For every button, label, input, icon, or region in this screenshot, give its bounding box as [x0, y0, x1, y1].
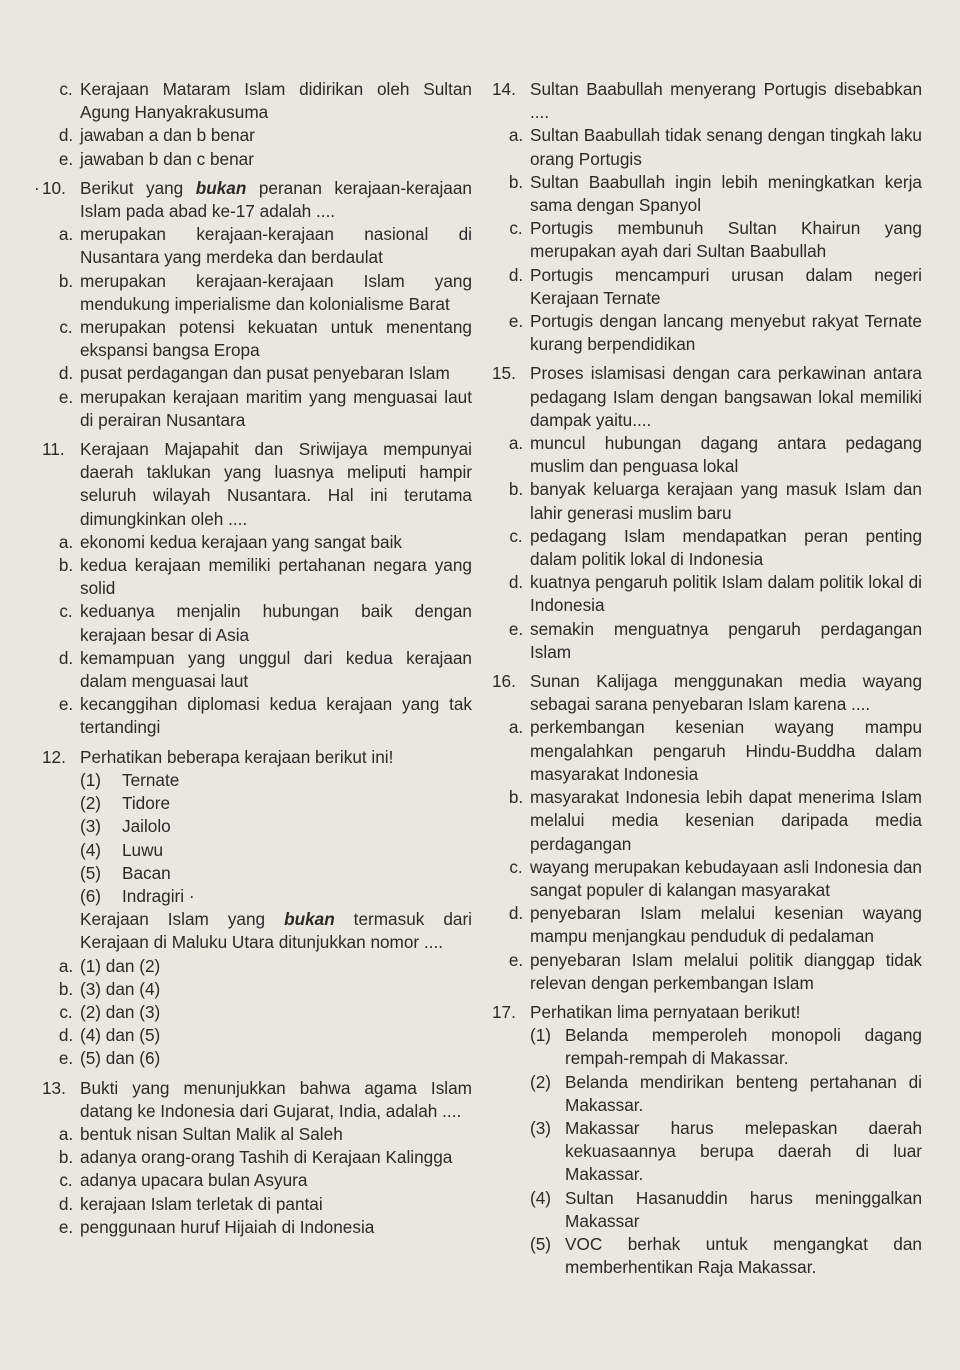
answer-option	[492, 856, 922, 902]
answer-option	[42, 1216, 472, 1239]
item-text: perkembangan kesenian wayang mampu mengalahkan pengaruh Hindu-Buddha dalam masyarakat Indonesia	[530, 717, 922, 784]
item-text: merupakan potensi kekuatan untuk menentang ekspansi bangsa Eropa	[80, 317, 472, 361]
item-text: banyak keluarga kerajaan yang masuk Islam dan lahir generasi muslim baru	[530, 479, 922, 523]
list-item	[42, 769, 472, 792]
item-text: keduanya menjalin hubungan baik dengan kerajaan besar di Asia	[80, 601, 472, 645]
item-text: Belanda memperoleh monopoli dagang rempah-rempah di Makassar.	[565, 1025, 922, 1069]
answer-option	[42, 223, 472, 269]
item-text: merupakan kerajaan-kerajaan nasional di Nusantara yang merdeka dan berdaulat	[80, 224, 472, 268]
answer-option	[492, 525, 922, 571]
answer-option	[492, 217, 922, 263]
list-item	[42, 792, 472, 815]
item-text: adanya orang-orang Tashih di Kerajaan Kalingga	[80, 1147, 453, 1168]
item-text: merupakan kerajaan-kerajaan Islam yang mendukung imperialisme dan kolonialisme Barat	[80, 270, 472, 314]
item-label: e.	[58, 1048, 74, 1069]
question	[42, 438, 472, 531]
answer-option	[42, 362, 472, 385]
item-label: c.	[59, 601, 73, 622]
item-label: c.	[59, 79, 73, 99]
item-label: d.	[58, 1193, 74, 1214]
answer-option	[42, 1047, 472, 1070]
emphasis-text: bukan	[284, 909, 335, 930]
item-label: (4)	[530, 1187, 552, 1208]
question-number: 13.	[42, 1077, 66, 1098]
right-column	[492, 78, 922, 1279]
item-label: c.	[59, 317, 73, 338]
item-text: kerajaan Islam terletak di pantai	[80, 1193, 323, 1214]
item-label: b.	[58, 1147, 74, 1168]
item-label: (3)	[80, 816, 102, 837]
question-text: termasuk dari Kerajaan di Maluku Utara ditunjukkan nomor ....	[80, 909, 472, 953]
item-label: (1)	[530, 1025, 552, 1046]
item-text: Sultan Baabullah tidak senang dengan tingkah laku orang Portugis	[530, 125, 922, 169]
item-label: b.	[508, 171, 524, 192]
item-label: (3)	[530, 1117, 552, 1138]
item-label: b.	[58, 555, 74, 576]
item-label: d.	[58, 363, 74, 384]
list-item	[42, 862, 472, 885]
statement-item	[492, 1024, 922, 1070]
item-text: VOC berhak untuk mengangkat dan memberhentikan Raja Makassar.	[565, 1233, 922, 1278]
item-label: e.	[58, 148, 74, 169]
item-label: d.	[58, 1025, 74, 1046]
item-label: b.	[508, 787, 524, 808]
answer-option	[42, 600, 472, 646]
item-label: d.	[508, 264, 524, 285]
answer-option	[492, 310, 922, 356]
statement-item	[492, 1117, 922, 1187]
answer-option	[42, 531, 472, 554]
item-text: (5) dan (6)	[80, 1048, 161, 1069]
question	[42, 1077, 472, 1123]
question-text: Berikut yang	[80, 177, 196, 198]
answer-option	[42, 693, 472, 739]
answer-option	[42, 1193, 472, 1216]
item-text: bentuk nisan Sultan Malik al Saleh	[80, 1123, 343, 1144]
item-label: (1)	[80, 769, 102, 790]
question-number: 15.	[492, 363, 516, 384]
answer-option	[42, 1169, 472, 1192]
item-label: d.	[58, 125, 74, 146]
item-text: kuatnya pengaruh politik Islam dalam politik lokal di Indonesia	[530, 572, 922, 616]
answer-option	[492, 571, 922, 617]
item-text: kedua kerajaan memiliki pertahanan negara yang solid	[80, 555, 472, 599]
item-text: semakin menguatnya pengaruh perdagangan Islam	[530, 618, 922, 662]
item-label: e.	[508, 949, 524, 970]
question	[492, 362, 922, 432]
answer-option	[492, 618, 922, 664]
item-label: b.	[58, 978, 74, 999]
item-text: Bacan	[122, 862, 171, 883]
answer-option	[42, 316, 472, 362]
item-text: adanya upacara bulan Asyura	[80, 1170, 308, 1191]
answer-option	[42, 124, 472, 147]
answer-option	[42, 554, 472, 600]
answer-option	[492, 949, 922, 995]
item-text: (4) dan (5)	[80, 1025, 161, 1046]
item-text: Portugis membunuh Sultan Khairun yang merupakan ayah dari Sultan Baabullah	[530, 218, 922, 262]
question	[492, 1001, 922, 1024]
question-number: 16.	[492, 671, 516, 692]
left-column	[34, 78, 472, 1239]
item-text: Sultan Baabullah ingin lebih meningkatkan kerja sama dengan Spanyol	[530, 171, 922, 216]
question-text: Sultan Baabullah menyerang Portugis disebabkan ....	[530, 79, 922, 123]
answer-option	[492, 786, 922, 856]
item-text: Ternate	[122, 769, 180, 790]
item-label: d.	[58, 647, 74, 668]
question-number: 11.	[42, 439, 65, 460]
question	[34, 177, 472, 223]
item-label: c.	[509, 856, 523, 877]
question	[492, 670, 922, 716]
item-text: Indragiri ·	[122, 885, 195, 906]
item-text: penggunaan huruf Hijaiah di Indonesia	[80, 1216, 375, 1237]
item-text: Jailolo	[122, 816, 171, 837]
item-label: c.	[509, 525, 523, 546]
item-label: (2)	[80, 793, 102, 814]
list-item	[42, 815, 472, 838]
answer-option	[42, 1146, 472, 1169]
statement-item	[492, 1233, 922, 1279]
item-text: Sultan Hasanuddin harus meninggalkan Makassar	[565, 1187, 922, 1231]
item-label: d.	[508, 903, 524, 924]
question-text: peranan kerajaan-kerajaan Islam pada abad ke-17 adalah ....	[80, 177, 472, 222]
item-text: penyebaran Islam melalui kesenian wayang mampu menjangkau penduduk di pedalaman	[530, 903, 922, 947]
item-label: e.	[58, 694, 74, 715]
item-text: kemampuan yang unggul dari kedua kerajaan dalam menguasai laut	[80, 647, 472, 692]
item-label: a.	[508, 433, 524, 454]
question-number: 12.	[42, 746, 66, 767]
item-text: Tidore	[122, 793, 171, 814]
item-text: Makassar harus melepaskan daerah kekuasaannya berupa daerah di luar Makassar.	[565, 1117, 922, 1185]
item-text: ekonomi kedua kerajaan yang sangat baik	[80, 531, 403, 552]
statement-item	[492, 1187, 922, 1233]
emphasis-text: bukan	[195, 177, 247, 198]
answer-option	[492, 716, 922, 786]
answer-option	[42, 1001, 472, 1024]
item-label: (5)	[530, 1233, 552, 1254]
item-label: (4)	[80, 839, 102, 860]
item-label: b.	[508, 479, 524, 500]
answer-option	[492, 124, 922, 170]
question-text: Kerajaan Majapahit dan Sriwijaya mempunyai daerah taklukan yang luasnya meliputi hampir seluruh wilayah Nusantara. Hal ini terutama dimungkinkan oleh ....	[80, 439, 472, 529]
item-text: Luwu	[122, 839, 164, 860]
item-text: pedagang Islam mendapatkan peran penting dalam politik lokal di Indonesia	[530, 525, 922, 570]
item-text: Portugis mencampuri urusan dalam negeri Kerajaan Ternate	[530, 264, 922, 308]
question	[42, 746, 472, 769]
item-label: a.	[58, 955, 74, 976]
answer-option	[492, 264, 922, 310]
item-label: a.	[508, 717, 524, 738]
item-text: penyebaran Islam melalui politik dianggap tidak relevan dengan perkembangan Islam	[530, 949, 922, 993]
answer-option	[42, 386, 472, 432]
question-text: Bukti yang menunjukkan bahwa agama Islam datang ke Indonesia dari Gujarat, India, adalah ....	[80, 1077, 472, 1121]
item-label: e.	[58, 1216, 74, 1237]
answer-option	[492, 432, 922, 478]
item-text: (1) dan (2)	[80, 955, 161, 976]
item-label: (2)	[530, 1071, 552, 1092]
item-text: muncul hubungan dagang antara pedagang muslim dan penguasa lokal	[530, 433, 922, 477]
answer-option	[42, 955, 472, 978]
item-label: c.	[59, 1170, 73, 1191]
question-text: Sunan Kalijaga menggunakan media wayang sebagai sarana penyebaran Islam karena ....	[530, 671, 922, 715]
question-number: 14.	[492, 79, 516, 99]
answer-option	[42, 270, 472, 316]
item-text: merupakan kerajaan maritim yang menguasai laut di perairan Nusantara	[80, 386, 472, 430]
item-label: d.	[508, 572, 524, 593]
list-item	[42, 839, 472, 862]
item-text: jawaban a dan b benar	[80, 125, 255, 146]
list-item	[42, 885, 472, 908]
answer-option	[42, 978, 472, 1001]
item-label: (5)	[80, 862, 102, 883]
question-text: Perhatikan lima pernyataan berikut!	[530, 1001, 801, 1022]
answer-option	[492, 171, 922, 217]
item-label: a.	[508, 125, 524, 146]
answer-option	[492, 902, 922, 948]
margin-mark: ·	[34, 177, 40, 198]
question-number: 10.	[42, 177, 66, 198]
item-label: e.	[508, 618, 524, 639]
question	[492, 78, 922, 124]
item-label: e.	[58, 386, 74, 407]
item-label: a.	[58, 531, 74, 552]
item-label: c.	[509, 218, 523, 239]
answer-option	[42, 148, 472, 171]
item-text: masyarakat Indonesia lebih dapat menerima Islam melalui media kesenian daripada media perdagangan	[530, 787, 922, 854]
answer-option	[492, 478, 922, 524]
item-text: (2) dan (3)	[80, 1001, 161, 1022]
question-text: Proses islamisasi dengan cara perkawinan antara pedagang Islam dengan bangsawan lokal memiliki dampak yaitu....	[530, 363, 922, 430]
answer-option	[42, 647, 472, 693]
item-text: wayang merupakan kebudayaan asli Indonesia dan sangat populer di kalangan masyarakat	[530, 856, 922, 900]
item-text: (3) dan (4)	[80, 978, 161, 999]
item-text: Portugis dengan lancang menyebut rakyat Ternate kurang berpendidikan	[530, 311, 922, 355]
statement-item	[492, 1071, 922, 1117]
question-stem	[42, 908, 472, 954]
item-label: (6)	[80, 885, 102, 906]
question-number: 17.	[492, 1001, 516, 1022]
item-label: c.	[59, 1001, 73, 1022]
question-text: Kerajaan Islam yang	[80, 909, 285, 930]
item-text: Belanda mendirikan benteng pertahanan di Makassar.	[565, 1071, 922, 1115]
question-text: Perhatikan beberapa kerajaan berikut ini!	[80, 746, 394, 767]
item-label: e.	[508, 311, 524, 332]
item-label: b.	[58, 270, 74, 291]
item-label: a.	[58, 224, 74, 245]
item-text: Kerajaan Mataram Islam didirikan oleh Sultan Agung Hanyakrakusuma	[80, 79, 472, 123]
item-text: jawaban b dan c benar	[80, 148, 254, 169]
answer-option	[42, 78, 472, 124]
item-text: pusat perdagangan dan pusat penyebaran Islam	[80, 363, 450, 384]
item-text: kecanggihan diplomasi kedua kerajaan yang tak tertandingi	[80, 694, 472, 738]
answer-option	[42, 1024, 472, 1047]
answer-option	[42, 1123, 472, 1146]
item-label: a.	[58, 1123, 74, 1144]
